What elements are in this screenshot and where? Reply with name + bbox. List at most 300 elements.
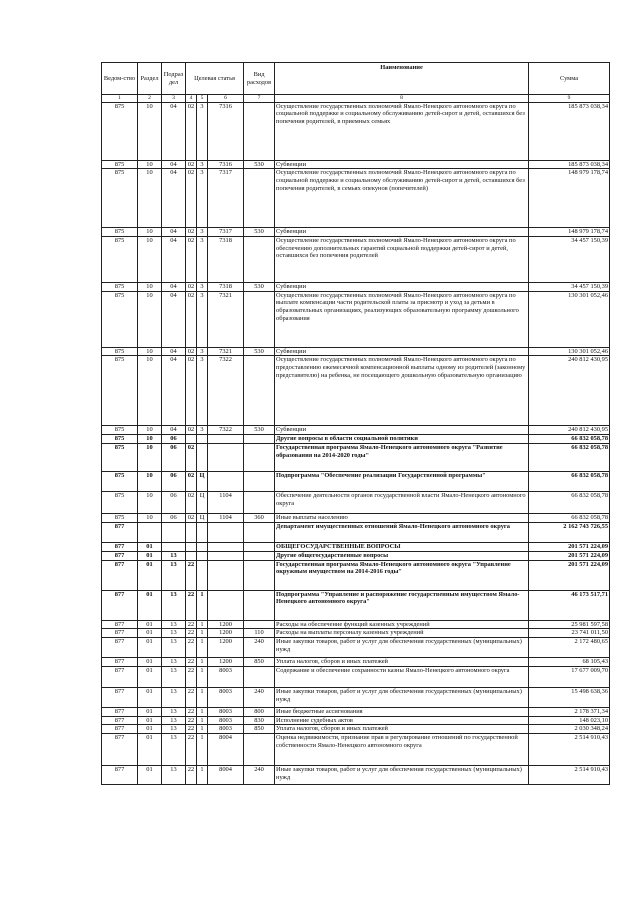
table-row xyxy=(102,444,610,472)
cell-subprogram: 1 xyxy=(197,765,208,784)
table-row xyxy=(102,560,610,590)
cell-subprogram: 3 xyxy=(197,291,208,347)
column-number: 9 xyxy=(529,95,610,103)
cell-name: Иные закупки товаров, работ и услуг для обеспечения государственных (муниципальных) нужд xyxy=(275,638,529,658)
cell-podrazdel: 13 xyxy=(162,560,186,590)
cell-name: Иные выплаты населению xyxy=(275,514,529,523)
cell-amount: 2 178 371,34 xyxy=(529,707,610,716)
cell-podrazdel: 13 xyxy=(162,666,186,687)
cell-subprogram: 1 xyxy=(197,590,208,620)
cell-subprogram: 3 xyxy=(197,347,208,356)
cell-vedomstvo: 875 xyxy=(102,426,138,435)
cell-razdel: 01 xyxy=(138,687,162,707)
cell-program: 02 xyxy=(186,169,197,228)
cell-razdel: 01 xyxy=(138,707,162,716)
table-row xyxy=(102,514,610,523)
header-razdel: Раздел xyxy=(138,63,162,95)
cell-vedomstvo: 877 xyxy=(102,629,138,638)
cell-subprogram: Ц xyxy=(197,492,208,514)
cell-amount: 66 832 058,78 xyxy=(529,444,610,472)
cell-article xyxy=(208,551,244,560)
cell-name: Осуществление государственных полномочий Ямало-Ненецкого автономного округа по обеспечению дополнительных гарантий социальной поддержки детей-сирот и детей, оставшихся без попечения родителей xyxy=(275,236,529,282)
cell-name: Расходы на выплаты персоналу казенных учреждений xyxy=(275,629,529,638)
cell-article: 1200 xyxy=(208,629,244,638)
cell-expense-type xyxy=(244,560,275,590)
cell-program: 02 xyxy=(186,160,197,169)
cell-article: 7316 xyxy=(208,102,244,160)
cell-article: 7318 xyxy=(208,236,244,282)
cell-vedomstvo: 877 xyxy=(102,733,138,765)
cell-subprogram: Ц xyxy=(197,472,208,492)
cell-subprogram: 3 xyxy=(197,102,208,160)
cell-article: 8003 xyxy=(208,687,244,707)
cell-article xyxy=(208,472,244,492)
cell-amount: 201 571 224,09 xyxy=(529,542,610,551)
cell-amount: 2 514 910,43 xyxy=(529,733,610,765)
cell-article: 7317 xyxy=(208,228,244,237)
table-row xyxy=(102,687,610,707)
cell-program: 02 xyxy=(186,444,197,472)
cell-vedomstvo: 875 xyxy=(102,160,138,169)
cell-article: 7317 xyxy=(208,169,244,228)
cell-article: 1200 xyxy=(208,620,244,629)
cell-program xyxy=(186,522,197,542)
cell-vedomstvo: 875 xyxy=(102,444,138,472)
cell-amount: 2 172 480,65 xyxy=(529,638,610,658)
cell-subprogram: 1 xyxy=(197,629,208,638)
cell-name: Расходы на обеспечение функций казенных учреждений xyxy=(275,620,529,629)
cell-podrazdel: 04 xyxy=(162,228,186,237)
cell-vedomstvo: 877 xyxy=(102,716,138,725)
cell-name: Субвенции xyxy=(275,228,529,237)
cell-vedomstvo: 877 xyxy=(102,560,138,590)
table-row xyxy=(102,629,610,638)
cell-amount: 34 457 150,39 xyxy=(529,282,610,291)
cell-subprogram: 1 xyxy=(197,733,208,765)
cell-podrazdel: 13 xyxy=(162,638,186,658)
cell-amount: 2 030 348,24 xyxy=(529,725,610,734)
cell-podrazdel: 04 xyxy=(162,356,186,426)
table-row xyxy=(102,347,610,356)
cell-article: 7322 xyxy=(208,426,244,435)
table-row xyxy=(102,291,610,347)
cell-amount: 66 832 058,78 xyxy=(529,435,610,444)
cell-subprogram: 1 xyxy=(197,687,208,707)
cell-amount: 34 457 150,39 xyxy=(529,236,610,282)
table-row xyxy=(102,228,610,237)
column-number: 5 xyxy=(197,95,208,103)
cell-article xyxy=(208,590,244,620)
cell-program: 22 xyxy=(186,638,197,658)
table-row xyxy=(102,169,610,228)
cell-podrazdel: 04 xyxy=(162,291,186,347)
cell-name: Иные закупки товаров, работ и услуг для обеспечения государственных (муниципальных) нужд xyxy=(275,765,529,784)
cell-podrazdel xyxy=(162,542,186,551)
table-row xyxy=(102,492,610,514)
cell-amount: 185 873 038,34 xyxy=(529,160,610,169)
cell-amount: 25 981 597,58 xyxy=(529,620,610,629)
cell-subprogram xyxy=(197,542,208,551)
cell-subprogram: 3 xyxy=(197,356,208,426)
cell-vedomstvo: 877 xyxy=(102,666,138,687)
table-row xyxy=(102,658,610,667)
cell-subprogram: 3 xyxy=(197,282,208,291)
cell-vedomstvo: 877 xyxy=(102,522,138,542)
table-row xyxy=(102,765,610,784)
cell-razdel: 01 xyxy=(138,638,162,658)
cell-razdel: 10 xyxy=(138,492,162,514)
cell-expense-type xyxy=(244,102,275,160)
cell-expense-type: 360 xyxy=(244,514,275,523)
table-body xyxy=(102,102,610,784)
cell-expense-type: 530 xyxy=(244,347,275,356)
header-name: Наименование xyxy=(275,63,529,95)
cell-subprogram: 3 xyxy=(197,169,208,228)
table-row xyxy=(102,160,610,169)
cell-name: Иные закупки товаров, работ и услуг для обеспечения государственных (муниципальных) нужд xyxy=(275,687,529,707)
cell-amount: 148 979 178,74 xyxy=(529,228,610,237)
cell-amount: 46 173 517,71 xyxy=(529,590,610,620)
column-number: 3 xyxy=(162,95,186,103)
cell-program: 22 xyxy=(186,765,197,784)
cell-article: 8004 xyxy=(208,733,244,765)
cell-name: Осуществление государственных полномочий Ямало-Ненецкого автономного округа по выплате компенсации части родительской платы за присмотр и уход за детьми в образовательных организациях, реализующих образовательную программу дошкольного образования xyxy=(275,291,529,347)
cell-subprogram xyxy=(197,560,208,590)
cell-amount: 148 979 178,74 xyxy=(529,169,610,228)
cell-article xyxy=(208,435,244,444)
table-row xyxy=(102,716,610,725)
cell-expense-type xyxy=(244,444,275,472)
cell-podrazdel: 06 xyxy=(162,444,186,472)
cell-expense-type xyxy=(244,492,275,514)
cell-expense-type: 530 xyxy=(244,160,275,169)
cell-razdel: 10 xyxy=(138,426,162,435)
cell-name: Государственная программа Ямало-Ненецкого автономного округа "Управление окружным имуществом на 2014-2016 годы" xyxy=(275,560,529,590)
cell-program: 02 xyxy=(186,291,197,347)
cell-subprogram: 3 xyxy=(197,426,208,435)
cell-subprogram: 3 xyxy=(197,236,208,282)
cell-podrazdel: 04 xyxy=(162,169,186,228)
cell-name: Субвенции xyxy=(275,160,529,169)
cell-program: 02 xyxy=(186,228,197,237)
cell-vedomstvo: 877 xyxy=(102,542,138,551)
header-target-article: Целевая статья xyxy=(186,63,244,95)
cell-podrazdel: 13 xyxy=(162,765,186,784)
cell-article: 7322 xyxy=(208,356,244,426)
cell-amount: 148 023,10 xyxy=(529,716,610,725)
cell-subprogram xyxy=(197,522,208,542)
cell-expense-type xyxy=(244,435,275,444)
table-row xyxy=(102,590,610,620)
cell-article: 1104 xyxy=(208,514,244,523)
cell-article xyxy=(208,560,244,590)
cell-expense-type: 240 xyxy=(244,765,275,784)
cell-vedomstvo: 877 xyxy=(102,658,138,667)
cell-podrazdel: 13 xyxy=(162,620,186,629)
cell-program: 22 xyxy=(186,560,197,590)
cell-razdel: 10 xyxy=(138,291,162,347)
cell-razdel: 10 xyxy=(138,160,162,169)
cell-subprogram: 1 xyxy=(197,620,208,629)
cell-expense-type xyxy=(244,356,275,426)
cell-program xyxy=(186,542,197,551)
cell-podrazdel: 13 xyxy=(162,716,186,725)
cell-subprogram: 1 xyxy=(197,658,208,667)
cell-podrazdel: 04 xyxy=(162,426,186,435)
cell-program: 22 xyxy=(186,666,197,687)
cell-podrazdel: 04 xyxy=(162,347,186,356)
header-expense-type: Вид расходов xyxy=(244,63,275,95)
table-row xyxy=(102,666,610,687)
cell-vedomstvo: 875 xyxy=(102,347,138,356)
cell-amount: 23 741 011,50 xyxy=(529,629,610,638)
table-row xyxy=(102,620,610,629)
cell-expense-type: 830 xyxy=(244,716,275,725)
cell-podrazdel: 13 xyxy=(162,590,186,620)
cell-podrazdel: 13 xyxy=(162,707,186,716)
cell-vedomstvo: 875 xyxy=(102,282,138,291)
table-row xyxy=(102,472,610,492)
cell-amount: 66 832 058,78 xyxy=(529,514,610,523)
cell-razdel: 01 xyxy=(138,666,162,687)
cell-amount: 130 301 052,46 xyxy=(529,347,610,356)
cell-expense-type: 800 xyxy=(244,707,275,716)
cell-article: 7321 xyxy=(208,347,244,356)
cell-name: Исполнение судебных актов xyxy=(275,716,529,725)
cell-expense-type: 530 xyxy=(244,228,275,237)
cell-razdel: 01 xyxy=(138,542,162,551)
cell-expense-type xyxy=(244,551,275,560)
cell-name: Осуществление государственных полномочий Ямало-Ненецкого автономного округа по социальной поддержке и социальному обслуживанию детей-сирот и детей, оставшихся без попечения родителей, в семьях опекунов (попечителей) xyxy=(275,169,529,228)
cell-razdel: 01 xyxy=(138,620,162,629)
cell-article: 8003 xyxy=(208,707,244,716)
cell-vedomstvo: 877 xyxy=(102,620,138,629)
cell-subprogram: 1 xyxy=(197,707,208,716)
cell-expense-type: 850 xyxy=(244,658,275,667)
cell-razdel: 10 xyxy=(138,102,162,160)
cell-amount: 2 162 743 726,55 xyxy=(529,522,610,542)
cell-amount: 240 812 430,95 xyxy=(529,426,610,435)
cell-expense-type: 530 xyxy=(244,282,275,291)
cell-name: Уплата налогов, сборов и иных платежей xyxy=(275,658,529,667)
cell-name: Другие общегосударственные вопросы xyxy=(275,551,529,560)
cell-subprogram: 1 xyxy=(197,725,208,734)
cell-name: Подпрограмма "Обеспечение реализации Государственной программы" xyxy=(275,472,529,492)
cell-name: Субвенции xyxy=(275,426,529,435)
cell-vedomstvo: 875 xyxy=(102,236,138,282)
cell-vedomstvo: 875 xyxy=(102,228,138,237)
cell-podrazdel: 13 xyxy=(162,733,186,765)
cell-amount: 66 832 058,78 xyxy=(529,472,610,492)
cell-razdel: 10 xyxy=(138,228,162,237)
cell-program xyxy=(186,551,197,560)
column-number: 7 xyxy=(244,95,275,103)
cell-expense-type: 110 xyxy=(244,629,275,638)
header-vedomstvo: Ведом-ство xyxy=(102,63,138,95)
cell-vedomstvo: 875 xyxy=(102,169,138,228)
cell-program: 22 xyxy=(186,725,197,734)
cell-subprogram: 1 xyxy=(197,638,208,658)
cell-razdel: 10 xyxy=(138,347,162,356)
cell-razdel: 01 xyxy=(138,629,162,638)
table-row xyxy=(102,707,610,716)
table-row xyxy=(102,426,610,435)
cell-vedomstvo: 875 xyxy=(102,492,138,514)
cell-amount: 66 832 058,78 xyxy=(529,492,610,514)
cell-subprogram: 3 xyxy=(197,228,208,237)
cell-vedomstvo: 877 xyxy=(102,551,138,560)
cell-subprogram: 3 xyxy=(197,160,208,169)
cell-subprogram xyxy=(197,444,208,472)
cell-vedomstvo: 877 xyxy=(102,765,138,784)
table-row xyxy=(102,551,610,560)
cell-podrazdel: 06 xyxy=(162,514,186,523)
cell-name: Иные бюджетные ассигнования xyxy=(275,707,529,716)
table-row xyxy=(102,102,610,160)
cell-expense-type xyxy=(244,590,275,620)
cell-amount: 240 812 430,95 xyxy=(529,356,610,426)
cell-article xyxy=(208,444,244,472)
cell-amount: 17 677 009,70 xyxy=(529,666,610,687)
cell-expense-type: 240 xyxy=(244,687,275,707)
cell-razdel: 01 xyxy=(138,551,162,560)
cell-amount: 201 571 224,09 xyxy=(529,551,610,560)
cell-podrazdel: 06 xyxy=(162,492,186,514)
header-row xyxy=(102,63,610,95)
cell-podrazdel: 04 xyxy=(162,282,186,291)
cell-article xyxy=(208,542,244,551)
table-row xyxy=(102,542,610,551)
column-number: 6 xyxy=(208,95,244,103)
cell-podrazdel: 13 xyxy=(162,658,186,667)
cell-podrazdel: 06 xyxy=(162,472,186,492)
cell-expense-type xyxy=(244,620,275,629)
cell-program: 02 xyxy=(186,492,197,514)
cell-name: ОБЩЕГОСУДАРСТВЕННЫЕ ВОПРОСЫ xyxy=(275,542,529,551)
cell-expense-type: 530 xyxy=(244,426,275,435)
column-numbers-row xyxy=(102,95,610,103)
cell-program: 22 xyxy=(186,620,197,629)
cell-article: 8004 xyxy=(208,765,244,784)
cell-article xyxy=(208,522,244,542)
cell-podrazdel: 13 xyxy=(162,687,186,707)
cell-vedomstvo: 877 xyxy=(102,638,138,658)
table-row xyxy=(102,638,610,658)
cell-article: 8003 xyxy=(208,716,244,725)
cell-name: Субвенции xyxy=(275,282,529,291)
cell-expense-type xyxy=(244,666,275,687)
cell-amount: 201 571 224,09 xyxy=(529,560,610,590)
cell-amount: 68 105,43 xyxy=(529,658,610,667)
budget-table xyxy=(101,62,610,785)
cell-program: 22 xyxy=(186,707,197,716)
cell-razdel: 01 xyxy=(138,725,162,734)
column-number: 2 xyxy=(138,95,162,103)
table-row xyxy=(102,236,610,282)
cell-razdel: 01 xyxy=(138,733,162,765)
cell-program: 02 xyxy=(186,236,197,282)
cell-subprogram xyxy=(197,551,208,560)
cell-razdel: 10 xyxy=(138,356,162,426)
cell-name: Другие вопросы в области социальной политики xyxy=(275,435,529,444)
cell-vedomstvo: 875 xyxy=(102,435,138,444)
cell-razdel: 01 xyxy=(138,658,162,667)
cell-article: 1200 xyxy=(208,638,244,658)
cell-expense-type xyxy=(244,291,275,347)
cell-razdel: 01 xyxy=(138,716,162,725)
cell-vedomstvo: 877 xyxy=(102,687,138,707)
cell-program: 22 xyxy=(186,716,197,725)
cell-razdel: 10 xyxy=(138,435,162,444)
cell-program: 02 xyxy=(186,356,197,426)
cell-name: Подпрограмма "Управление и распоряжение государственным имуществом Ямало-Ненецкого автономного округа" xyxy=(275,590,529,620)
cell-subprogram xyxy=(197,435,208,444)
cell-article: 1200 xyxy=(208,658,244,667)
cell-expense-type xyxy=(244,472,275,492)
cell-program: 02 xyxy=(186,102,197,160)
cell-name: Содержание и обеспечение сохранности казны Ямало-Ненецкого автономного округа xyxy=(275,666,529,687)
table-row xyxy=(102,356,610,426)
cell-expense-type: 850 xyxy=(244,725,275,734)
column-number: 4 xyxy=(186,95,197,103)
cell-podrazdel: 13 xyxy=(162,551,186,560)
cell-expense-type xyxy=(244,169,275,228)
cell-razdel: 10 xyxy=(138,169,162,228)
cell-vedomstvo: 877 xyxy=(102,725,138,734)
cell-vedomstvo: 875 xyxy=(102,291,138,347)
table-row xyxy=(102,282,610,291)
cell-podrazdel: 04 xyxy=(162,160,186,169)
cell-vedomstvo: 877 xyxy=(102,590,138,620)
cell-name: Осуществление государственных полномочий Ямало-Ненецкого автономного округа по социальной поддержке и социальному обслуживанию детей-сирот и детей, оставшихся без попечения родителей, в приемных семьях xyxy=(275,102,529,160)
cell-subprogram: Ц xyxy=(197,514,208,523)
cell-razdel: 10 xyxy=(138,282,162,291)
cell-program: 02 xyxy=(186,347,197,356)
cell-amount: 15 498 638,36 xyxy=(529,687,610,707)
cell-program: 22 xyxy=(186,590,197,620)
cell-name: Субвенции xyxy=(275,347,529,356)
cell-program: 02 xyxy=(186,282,197,291)
cell-razdel: 01 xyxy=(138,590,162,620)
cell-razdel xyxy=(138,522,162,542)
cell-program xyxy=(186,435,197,444)
cell-razdel: 10 xyxy=(138,444,162,472)
cell-program: 22 xyxy=(186,658,197,667)
cell-article: 7316 xyxy=(208,160,244,169)
cell-subprogram: 1 xyxy=(197,666,208,687)
cell-vedomstvo: 877 xyxy=(102,707,138,716)
cell-article: 7321 xyxy=(208,291,244,347)
table-row xyxy=(102,435,610,444)
cell-razdel: 10 xyxy=(138,514,162,523)
cell-vedomstvo: 875 xyxy=(102,472,138,492)
cell-podrazdel: 06 xyxy=(162,435,186,444)
cell-podrazdel: 13 xyxy=(162,629,186,638)
cell-expense-type xyxy=(244,542,275,551)
header-sum: Сумма xyxy=(529,63,610,95)
cell-program: 22 xyxy=(186,733,197,765)
table-row xyxy=(102,733,610,765)
cell-article: 1104 xyxy=(208,492,244,514)
cell-program: 02 xyxy=(186,472,197,492)
cell-program: 02 xyxy=(186,514,197,523)
cell-name: Департамент имущественных отношений Ямало-Ненецкого автономного округа xyxy=(275,522,529,542)
cell-vedomstvo: 875 xyxy=(102,102,138,160)
cell-podrazdel: 04 xyxy=(162,102,186,160)
cell-expense-type xyxy=(244,236,275,282)
cell-name: Оценка недвижимости, признание прав и регулирование отношений по государственной собственности Ямало-Ненецкого автономного округа xyxy=(275,733,529,765)
column-number: 1 xyxy=(102,95,138,103)
